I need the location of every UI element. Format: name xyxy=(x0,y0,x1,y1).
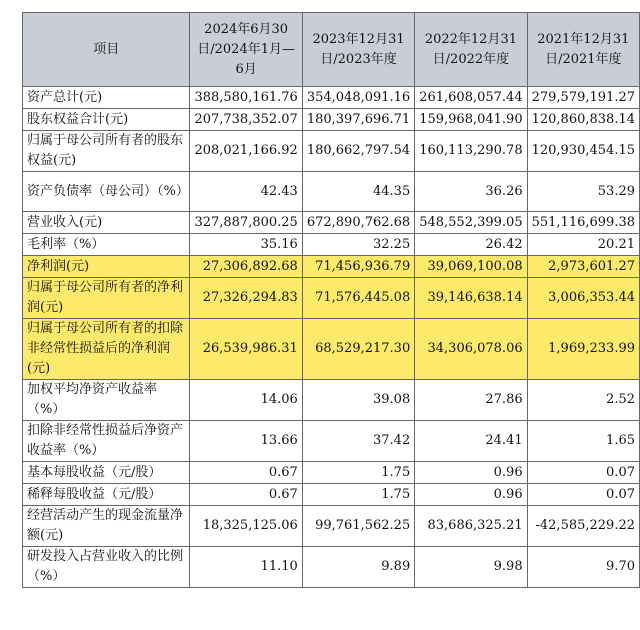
table-row xyxy=(23,256,640,278)
row-value: 39,069,100.08 xyxy=(415,256,527,278)
row-label: 基本每股收益（元/股） xyxy=(23,462,190,484)
row-label: 研发投入占营业收入的比例（%） xyxy=(23,547,190,588)
row-value: 0.67 xyxy=(190,484,302,506)
row-value: -42,585,229.22 xyxy=(527,506,639,547)
row-label: 稀释每股收益（元/股） xyxy=(23,484,190,506)
row-value: 44.35 xyxy=(302,172,414,212)
row-value: 1.75 xyxy=(302,484,414,506)
row-value: 327,887,800.25 xyxy=(190,212,302,234)
row-value: 208,021,166.92 xyxy=(190,131,302,172)
row-label: 经营活动产生的现金流量净额(元) xyxy=(23,506,190,547)
row-value: 672,890,762.68 xyxy=(302,212,414,234)
table-row xyxy=(23,547,640,588)
row-value: 20.21 xyxy=(527,234,639,256)
row-value: 120,860,838.14 xyxy=(527,109,639,131)
row-value: 14.06 xyxy=(190,380,302,421)
row-value: 13.66 xyxy=(190,421,302,462)
row-value: 42.43 xyxy=(190,172,302,212)
table-row xyxy=(23,421,640,462)
row-label: 股东权益合计(元) xyxy=(23,109,190,131)
row-value: 39.08 xyxy=(302,380,414,421)
row-value: 24.41 xyxy=(415,421,527,462)
row-label: 资产总计(元) xyxy=(23,87,190,109)
row-value: 99,761,562.25 xyxy=(302,506,414,547)
row-value: 83,686,325.21 xyxy=(415,506,527,547)
row-value: 36.26 xyxy=(415,172,527,212)
row-value: 9.98 xyxy=(415,547,527,588)
header-2023: 2023年12月31日/2023年度 xyxy=(302,13,414,87)
row-value: 71,456,936.79 xyxy=(302,256,414,278)
table-row xyxy=(23,172,640,212)
row-value: 551,116,699.38 xyxy=(527,212,639,234)
row-value: 279,579,191.27 xyxy=(527,87,639,109)
row-value: 9.70 xyxy=(527,547,639,588)
row-value: 0.96 xyxy=(415,484,527,506)
row-value: 354,048,091.16 xyxy=(302,87,414,109)
row-value: 1.75 xyxy=(302,462,414,484)
row-value: 3,006,353.44 xyxy=(527,278,639,319)
row-value: 32.25 xyxy=(302,234,414,256)
table-row xyxy=(23,131,640,172)
table-row xyxy=(23,380,640,421)
row-value: 68,529,217.30 xyxy=(302,319,414,380)
row-value: 11.10 xyxy=(190,547,302,588)
table-row xyxy=(23,319,640,380)
row-value: 27,326,294.83 xyxy=(190,278,302,319)
table-row xyxy=(23,484,640,506)
row-label: 归属于母公司所有者的净利润(元) xyxy=(23,278,190,319)
row-value: 159,968,041.90 xyxy=(415,109,527,131)
table-header-row xyxy=(23,13,640,87)
row-value: 18,325,125.06 xyxy=(190,506,302,547)
header-2022: 2022年12月31日/2022年度 xyxy=(415,13,527,87)
row-value: 39,146,638.14 xyxy=(415,278,527,319)
row-value: 180,397,696.71 xyxy=(302,109,414,131)
row-value: 2,973,601.27 xyxy=(527,256,639,278)
row-label: 资产负债率（母公司）（%） xyxy=(23,172,190,212)
row-value: 27.86 xyxy=(415,380,527,421)
header-item: 项目 xyxy=(23,13,190,87)
row-value: 26.42 xyxy=(415,234,527,256)
row-value: 0.07 xyxy=(527,484,639,506)
table-row xyxy=(23,506,640,547)
table-row xyxy=(23,212,640,234)
row-value: 0.07 xyxy=(527,462,639,484)
row-value: 0.96 xyxy=(415,462,527,484)
row-value: 2.52 xyxy=(527,380,639,421)
row-value: 71,576,445.08 xyxy=(302,278,414,319)
row-value: 1,969,233.99 xyxy=(527,319,639,380)
table-row xyxy=(23,109,640,131)
row-value: 261,608,057.44 xyxy=(415,87,527,109)
row-value: 0.67 xyxy=(190,462,302,484)
row-value: 388,580,161.76 xyxy=(190,87,302,109)
table-row xyxy=(23,462,640,484)
table-body xyxy=(23,87,640,588)
table-row xyxy=(23,278,640,319)
row-label: 扣除非经常性损益后净资产收益率（%） xyxy=(23,421,190,462)
row-value: 120,930,454.15 xyxy=(527,131,639,172)
row-label: 毛利率（%） xyxy=(23,234,190,256)
row-value: 160,113,290.78 xyxy=(415,131,527,172)
row-value: 26,539,986.31 xyxy=(190,319,302,380)
header-2024h1: 2024年6月30日/2024年1月—6月 xyxy=(190,13,302,87)
row-value: 9.89 xyxy=(302,547,414,588)
row-value: 180,662,797.54 xyxy=(302,131,414,172)
row-value: 1.65 xyxy=(527,421,639,462)
header-2021: 2021年12月31日/2021年度 xyxy=(527,13,639,87)
table-row xyxy=(23,87,640,109)
row-value: 37.42 xyxy=(302,421,414,462)
row-label: 归属于母公司所有者的扣除非经常性损益后的净利润(元) xyxy=(23,319,190,380)
row-value: 35.16 xyxy=(190,234,302,256)
row-label: 净利润(元) xyxy=(23,256,190,278)
row-label: 加权平均净资产收益率（%） xyxy=(23,380,190,421)
row-value: 34,306,078.06 xyxy=(415,319,527,380)
row-value: 548,552,399.05 xyxy=(415,212,527,234)
row-label: 归属于母公司所有者的股东权益(元) xyxy=(23,131,190,172)
financial-summary-table xyxy=(22,12,640,588)
row-value: 53.29 xyxy=(527,172,639,212)
table-row xyxy=(23,234,640,256)
row-value: 207,738,352.07 xyxy=(190,109,302,131)
row-value: 27,306,892.68 xyxy=(190,256,302,278)
row-label: 营业收入(元) xyxy=(23,212,190,234)
